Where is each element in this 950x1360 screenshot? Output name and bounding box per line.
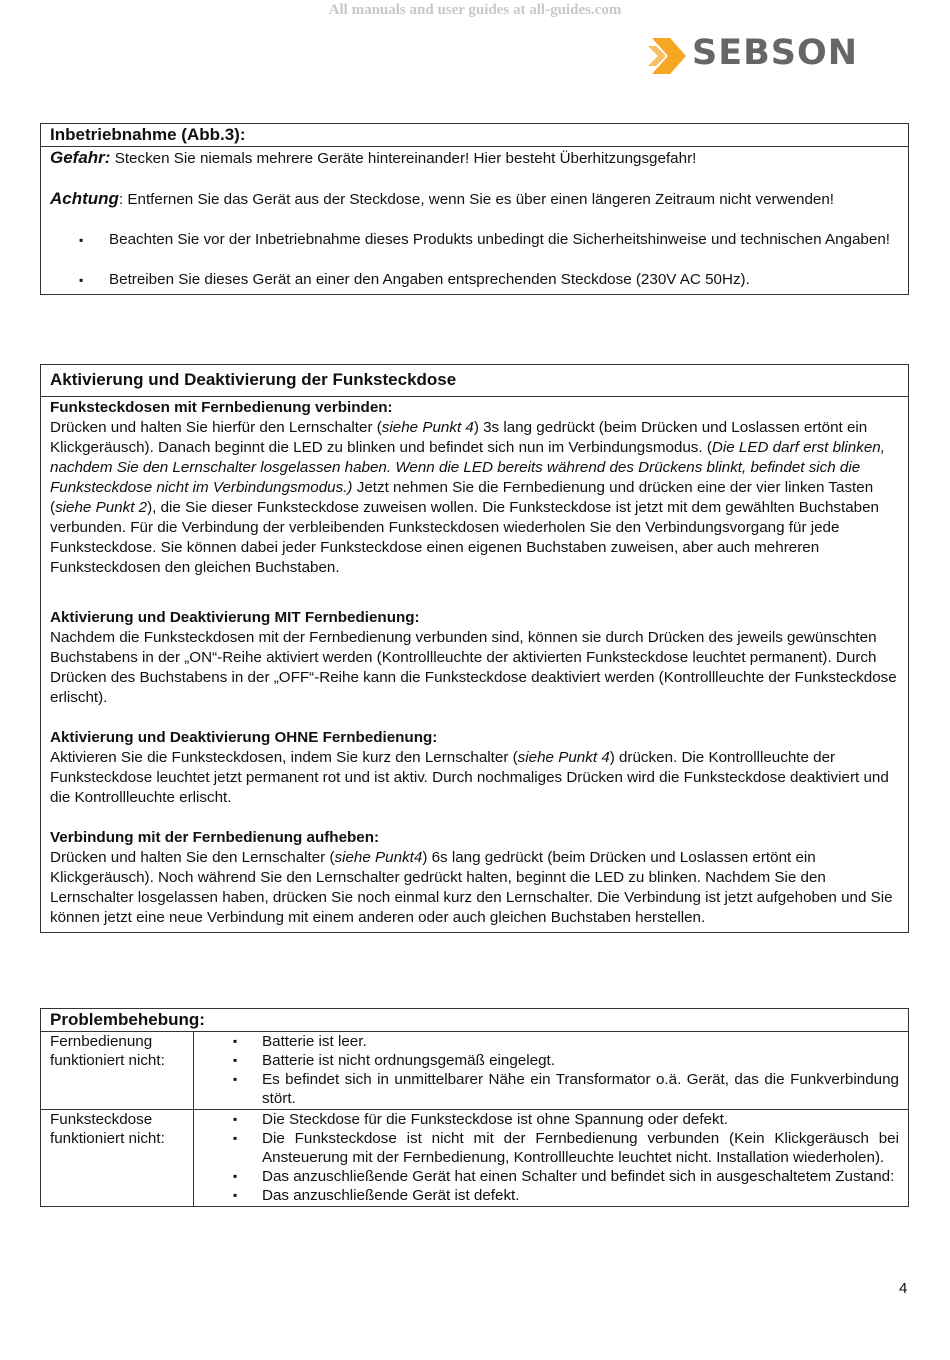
caution-label: Achtung [50,189,119,208]
danger-text: Stecken Sie niemals mehrere Geräte hintereinander! Hier besteht Überhitzungsgefahr! [110,150,697,167]
section-title: Aktivierung und Deaktivierung der Funksteckdose [41,365,908,397]
subheading: Funksteckdosen mit Fernbedienung verbinden: [50,399,393,416]
table-row [41,1110,908,1207]
paragraph: Aktivieren Sie die Funksteckdosen, indem Sie kurz den Lernschalter (siehe Punkt 4) drücken. Die Kontrollleuchte der Funksteckdose leuchtet jetzt permanent rot und ist aktiv. Durch nochmaliges Drücken wird die Funksteckdose deaktiviert und die Kontrollleuchte erlischt. [50,749,889,806]
danger-note [50,148,899,169]
caution-note [50,189,899,210]
caution-text: : Entfernen Sie das Gerät aus der Steckdose, wenn Sie es über einen längeren Zeitraum nicht verwenden! [118,191,835,208]
section-title: Problembehebung: [50,1010,205,1029]
list-item: ▪ Batterie ist nicht ordnungsgemäß eingelegt. [203,1051,899,1070]
subheading: Verbindung mit der Fernbedienung aufheben: [50,829,380,846]
section-problembehebung [40,1008,909,1207]
list-item: ▪ Die Funksteckdose ist nicht mit der Fernbedienung verbunden (Kein Klickgeräusch bei Ansteuerung mit der Fernbedienung, Kontrollleuchte leuchtet nicht. Installation wiederholen). [203,1129,899,1167]
safety-list [50,230,899,290]
subheading: Aktivierung und Deaktivierung OHNE Fernbedienung: [50,729,438,746]
problem-cell: Funksteckdose funktioniert nicht: [41,1110,194,1207]
table-row [41,1032,908,1110]
section-inbetriebnahme [40,123,909,295]
list-item: ▪ Betreiben Sie dieses Gerät an einer den Angaben entsprechenden Steckdose (230V AC 50Hz). [50,270,899,290]
list-item: ▪ Beachten Sie vor der Inbetriebnahme dieses Produkts unbedingt die Sicherheitshinweise und technischen Angaben! [50,230,899,250]
subheading: Aktivierung und Deaktivierung MIT Fernbedienung: [50,609,420,626]
list-item: ▪ Die Steckdose für die Funksteckdose ist ohne Spannung oder defekt. [203,1110,899,1129]
page-number: 4 [899,1280,908,1297]
list-item: ▪ Batterie ist leer. [203,1032,899,1051]
list-item: ▪ Das anzuschließende Gerät ist defekt. [203,1186,899,1205]
paragraph: Drücken und halten Sie den Lernschalter (siehe Punkt4) 6s lang gedrückt (beim Drücken und Loslassen ertönt ein Klickgeräusch). Noch während Sie den Lernschalter gedrückt halten, beginnt die LED zu blinken. Nachdem Sie den Lernschalter losgelassen haben, drücken Sie noch einmal kurz den Lernschalter. Die Verbindung ist jetzt aufgehoben und Sie können jetzt eine neue Verbindung mit einem anderen oder auch gleichen Buchstaben herstellen. [50,849,893,926]
brand-name: SEBSON [692,33,859,73]
problem-cell: Fernbedienung funktioniert nicht: [41,1032,194,1110]
brand-logo [648,33,859,76]
list-item: ▪ Es befindet sich in unmittelbarer Nähe ein Transformator o.ä. Gerät, das die Funkverbindung stört. [203,1070,899,1108]
danger-label: Gefahr: [50,148,111,167]
paragraph: Drücken und halten Sie hierfür den Lernschalter (siehe Punkt 4) 3s lang gedrückt (beim Drücken und Loslassen ertönt ein Klickgeräusch). Danach beginnt die LED zu blinken und befindet sich nun im Verbindungsmodus. (Die LED darf erst blinken, nachdem Sie den Lernschalter losgelassen haben. Wenn die LED bereits während des Drückens blinkt, befindet sich die Funksteckdose nicht im Verbindungsmodus.) Jetzt nehmen Sie die Fernbedienung und drücken eine der vier linken Tasten (siehe Punkt 2), die Sie dieser Funksteckdose zuweisen wollen. Die Funksteckdose ist jetzt mit dem gewählten Buchstaben verbunden. Für die Verbindung der verbleibenden Funksteckdosen wiederholen Sie den Verbindungsvorgang für jede Funksteckdose. Sie können dabei jeder Funksteckdose einen eigenen Buchstaben zuweisen, aber auch mehreren Funksteckdosen den gleichen Buchstaben. [50,419,885,576]
section-title: Inbetriebnahme (Abb.3): [41,124,908,147]
paragraph: Nachdem die Funksteckdosen mit der Fernbedienung verbunden sind, können sie durch Drücken des jeweils gewünschten Buchstabens in der „ON“-Reihe aktiviert werden (Kontrollleuchte der aktivierten Funksteckdose leuchtet permanent). Durch Drücken des Buchstabens in der „OFF“-Reihe kann die Funksteckdose deaktiviert werden (Kontrollleuchte der Funksteckdose erlischt). [50,629,897,706]
watermark: All manuals and user guides at all-guides.com [328,2,622,18]
brand-arrow-icon [648,38,688,74]
list-item: ▪ Das anzuschließende Gerät hat einen Schalter und befindet sich in ausgeschaltetem Zustand: [203,1167,899,1186]
troubleshooting-table [41,1031,908,1206]
section-aktivierung [40,364,909,933]
